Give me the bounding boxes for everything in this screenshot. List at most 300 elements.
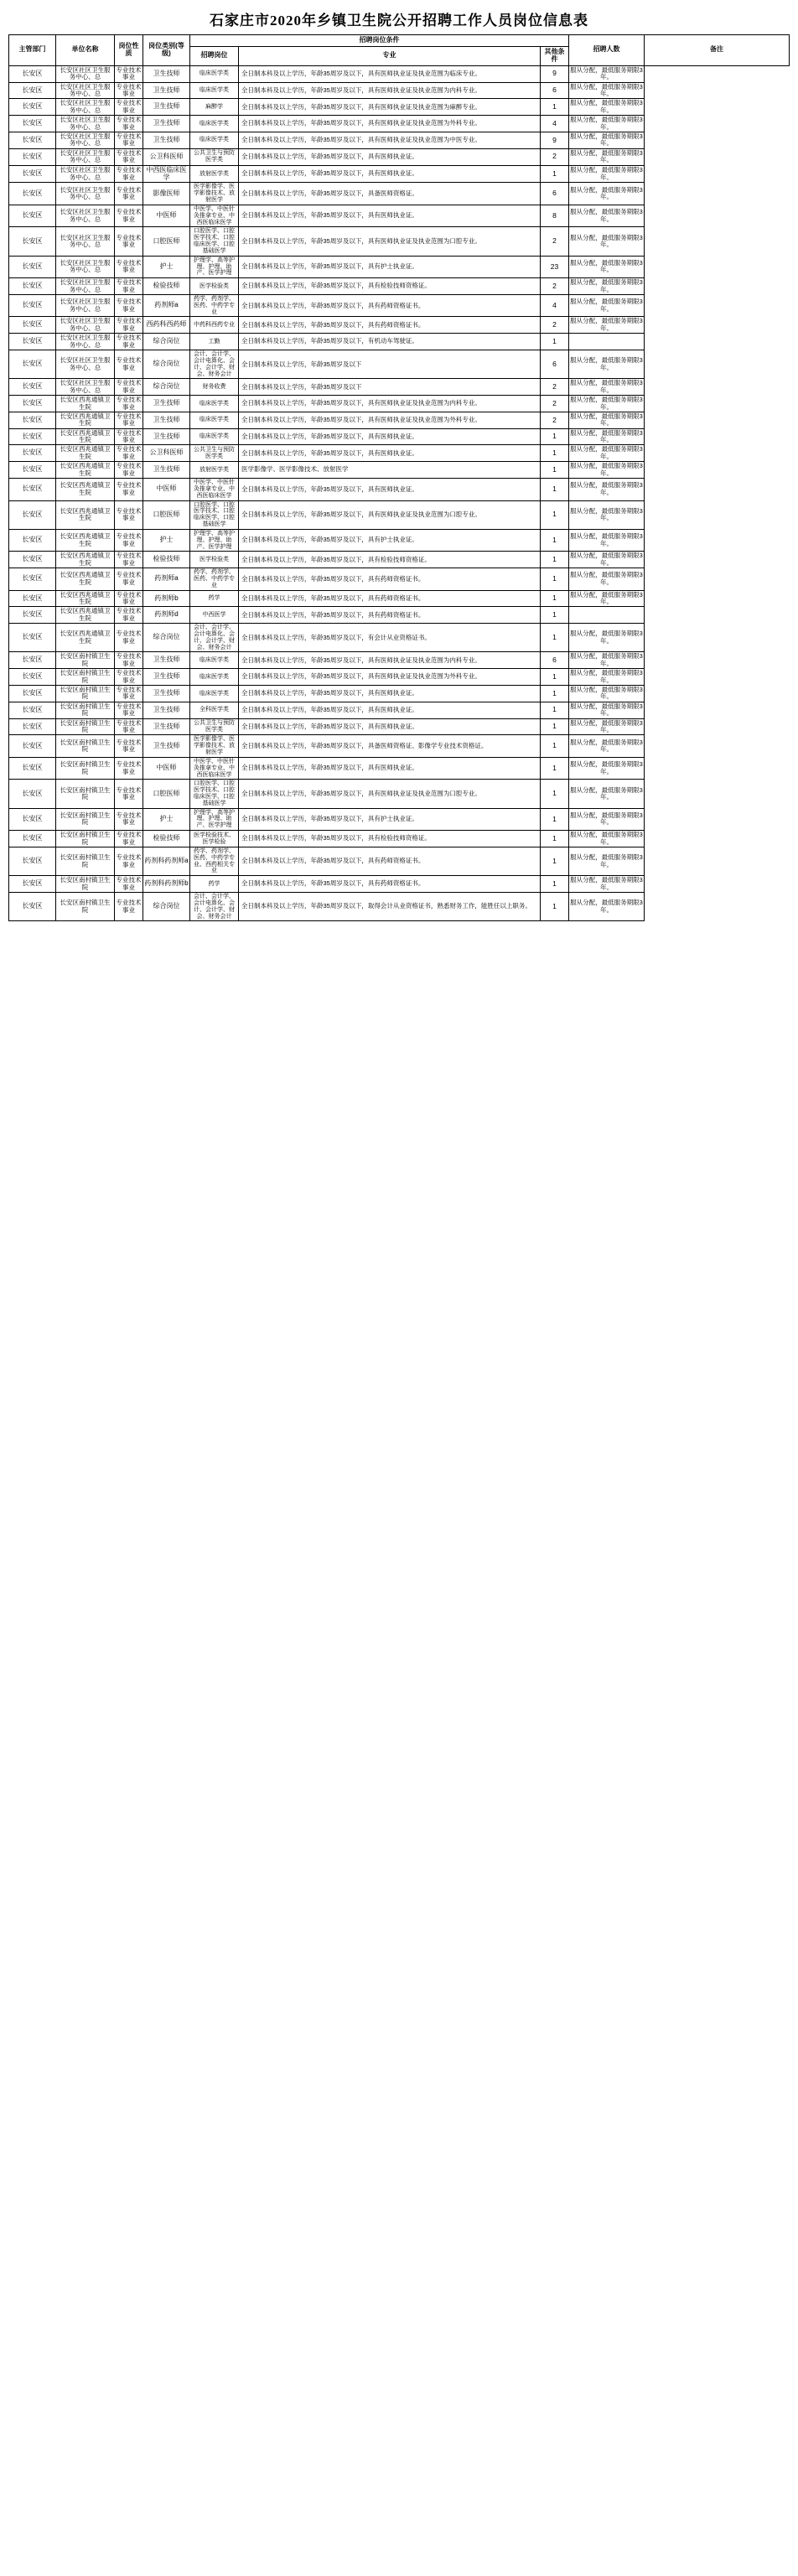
table-row: [9, 669, 790, 686]
cell-type: 专业技术事业: [116, 396, 142, 411]
cell-note: 服从分配，最低服务期限3年。: [569, 165, 645, 183]
cell-type: 专业技术事业: [116, 116, 142, 131]
cell-count: 4: [541, 295, 569, 317]
cell-note: 服从分配，最低服务期限3年。: [570, 99, 643, 114]
cell-count: 1: [541, 669, 569, 686]
cell-unit: 长安区社区卫生服务中心、总: [56, 205, 115, 226]
cell-note: 服从分配，最低服务期限3年。: [569, 847, 645, 875]
cell-note: 服从分配，最低服务期限3年。: [569, 735, 645, 757]
cell-major: 药学、药剂学、医药、中药学专业: [190, 568, 239, 590]
cell-post: 中西医临床医学: [143, 165, 190, 183]
cell-type: 专业技术事业: [115, 500, 143, 529]
cell-note: 服从分配，最低服务期限3年。: [569, 780, 645, 808]
cell-type: 专业技术事业: [115, 780, 143, 808]
cell-type: 专业技术事业: [116, 334, 142, 349]
cell-major: 医学检验技术、医学检验: [190, 831, 239, 847]
cell-note: 服从分配，最低服务期限3年。: [569, 256, 645, 277]
cell-note: 服从分配，最低服务期限3年。: [570, 317, 643, 332]
cell-note: [569, 607, 645, 624]
cell-type: 专业技术事业: [115, 165, 143, 183]
cell-major: 口腔医学、口腔医学技术、口腔临床医学、口腔基础医学: [190, 227, 239, 256]
cell-count: 1: [541, 479, 569, 500]
table-row: [9, 428, 790, 445]
table-row: [9, 205, 790, 226]
cell-note: 服从分配，最低服务期限3年。: [570, 65, 643, 81]
cell-dept: 长安区: [9, 379, 56, 396]
table-row: [9, 295, 790, 317]
cell-condition: 全日制本科及以上学历，年龄35周岁及以下，具有医师执业证。: [239, 479, 541, 500]
cell-note: 服从分配，最低服务期限3年。: [569, 205, 645, 226]
cell-note: 服从分配，最低服务期限3年。: [570, 82, 643, 98]
cell-unit: 长安区南村镇卫生院: [56, 808, 115, 830]
cell-note: 服从分配，最低服务期限3年。: [570, 552, 643, 567]
cell-post: 综合岗位: [143, 893, 190, 921]
cell-note: 服从分配，最低服务期限3年。: [569, 757, 645, 779]
cell-unit: 长安区南村镇卫生院: [56, 876, 115, 893]
cell-post: 卫生技师: [143, 702, 190, 718]
cell-major: 会计、会计学、会计电算化、会计、会计学、财会、财务会计: [190, 893, 239, 921]
table-row: [9, 99, 790, 116]
cell-post: 卫生技师: [143, 65, 190, 82]
table-row: [9, 757, 790, 779]
cell-count: 1: [541, 590, 569, 607]
cell-note: [569, 334, 645, 350]
table-row: [9, 116, 790, 132]
cell-major: 财务收费: [190, 379, 239, 396]
cell-count: 2: [541, 227, 569, 256]
cell-type: 专业技术事业: [115, 735, 143, 757]
cell-type: 专业技术事业: [115, 529, 143, 551]
cell-post: 公卫科医师: [143, 445, 190, 462]
cell-type: 专业技术事业: [116, 132, 142, 148]
table-row: [9, 607, 790, 624]
cell-type: 专业技术事业: [115, 295, 143, 317]
cell-note: 服从分配，最低服务期限3年。: [570, 148, 643, 164]
cell-dept: 长安区: [9, 132, 56, 148]
cell-condition: 全日制本科及以上学历，年龄35周岁及以下，具有医师执业证及执业范围为口腔专业。: [239, 227, 541, 256]
cell-count: 2: [541, 396, 569, 412]
cell-unit: 长安区社区卫生服务中心、总: [56, 227, 115, 256]
cell-count: 1: [541, 165, 569, 183]
cell-post: 综合岗位: [143, 379, 190, 396]
cell-dept: 长安区: [9, 652, 56, 669]
table-row: [9, 624, 790, 652]
cell-condition: 全日制本科及以上学历，年龄35周岁及以下，具有检验技师资格证。: [239, 831, 541, 847]
cell-count: 1: [541, 876, 569, 893]
cell-major: 中西医学: [190, 607, 239, 624]
cell-unit: 长安区南村镇卫生院: [56, 702, 115, 718]
cell-dept: 长安区: [9, 350, 56, 379]
cell-post: 西药科西药师: [143, 317, 190, 334]
cell-count: 1: [541, 686, 569, 702]
cell-count: 6: [541, 652, 569, 669]
cell-post: 药剂师b: [143, 590, 190, 607]
cell-condition: 全日制本科及以上学历，年龄35周岁及以下，具有医师执业证。: [239, 757, 541, 779]
cell-dept: 长安区: [9, 82, 56, 99]
table-row: [9, 552, 790, 568]
cell-unit: 长安区西兆通镇卫生院: [56, 607, 115, 624]
cell-dept: 长安区: [9, 99, 56, 116]
cell-type: 专业技术事业: [116, 445, 142, 460]
cell-dept: 长安区: [9, 227, 56, 256]
cell-count: 9: [541, 132, 569, 148]
cell-note: 服从分配，最低服务期限3年。: [570, 652, 643, 667]
cell-condition: 全日制本科及以上学历，年龄35周岁及以下，具有医师执业证。: [239, 428, 541, 445]
cell-unit: 长安区社区卫生服务中心、总: [56, 183, 115, 205]
cell-count: 1: [541, 831, 569, 847]
cell-count: 1: [541, 99, 569, 116]
cell-condition: 全日制本科及以上学历，年龄35周岁及以下，具有医师执业证及执业范围为外科专业。: [239, 669, 541, 686]
cell-dept: 长安区: [9, 479, 56, 500]
cell-type: 专业技术事业: [115, 808, 143, 830]
cell-count: 6: [541, 82, 569, 99]
cell-condition: 全日制本科及以上学历，年龄35周岁及以下，具有医师执业证及执业范围为外科专业。: [239, 412, 541, 428]
cell-condition: 全日制本科及以上学历，年龄35周岁及以下，具有医师执业证及执业范围为口腔专业。: [239, 780, 541, 808]
cell-major: 临床医学类: [190, 82, 239, 99]
column-header-dept: 主管部门: [9, 35, 56, 66]
cell-note: 服从分配，最低服务期限3年。: [569, 529, 645, 551]
cell-unit: 长安区西兆通镇卫生院: [56, 624, 115, 652]
cell-dept: 长安区: [9, 412, 56, 428]
cell-unit: 长安区社区卫生服务中心、总: [56, 99, 115, 116]
cell-post: 护士: [143, 808, 190, 830]
cell-type: 专业技术事业: [116, 718, 142, 733]
cell-note: 服从分配，最低服务期限3年。: [570, 428, 643, 444]
cell-type: 专业技术事业: [116, 876, 142, 891]
table-row: [9, 445, 790, 462]
cell-major: 麻醉学: [190, 99, 239, 116]
cell-type: 专业技术事业: [116, 462, 142, 477]
table-row: [9, 718, 790, 735]
cell-dept: 长安区: [9, 669, 56, 686]
table-row: [9, 183, 790, 205]
cell-major: 中医学、中医针灸推拿专业、中西医临床医学: [190, 205, 239, 226]
cell-type: 专业技术事业: [115, 205, 143, 226]
cell-post: 卫生技师: [143, 412, 190, 428]
cell-count: 1: [541, 702, 569, 718]
cell-major: 临床医学类: [190, 428, 239, 445]
cell-unit: 长安区南村镇卫生院: [56, 669, 115, 686]
cell-unit: 长安区西兆通镇卫生院: [56, 412, 115, 428]
cell-dept: 长安区: [9, 334, 56, 350]
column-header-major: 专业: [239, 46, 541, 65]
cell-unit: 长安区南村镇卫生院: [56, 831, 115, 847]
table-row: [9, 148, 790, 165]
cell-post: 检验技师: [143, 552, 190, 568]
cell-type: 专业技术事业: [116, 317, 142, 332]
table-row: [9, 412, 790, 428]
cell-major: 药学、药剂学、医药、中药学专业: [190, 295, 239, 317]
cell-dept: 长安区: [9, 893, 56, 921]
cell-note: 服从分配，最低服务期限3年。: [570, 396, 643, 411]
cell-condition: 全日制本科及以上学历，年龄35周岁及以下，具有药师资格证书。: [239, 317, 541, 334]
cell-post: 药剂师d: [143, 607, 190, 624]
cell-condition: 全日制本科及以上学历，年龄35周岁及以下，具备医师资格证。: [239, 183, 541, 205]
cell-unit: 长安区南村镇卫生院: [56, 652, 115, 669]
cell-count: 1: [541, 462, 569, 479]
cell-major: 护理学、高等护理、护理、助产、医学护理: [190, 808, 239, 830]
table-row: [9, 227, 790, 256]
cell-major: 临床医学类: [190, 132, 239, 148]
table-row: [9, 132, 790, 148]
cell-unit: 长安区社区卫生服务中心、总: [56, 334, 115, 350]
cell-condition: 全日制本科及以上学历，年龄35周岁及以下，具有医师执业证。: [239, 686, 541, 702]
cell-post: 卫生技师: [143, 686, 190, 702]
cell-dept: 长安区: [9, 205, 56, 226]
cell-dept: 长安区: [9, 317, 56, 334]
column-header-post: 招聘岗位: [190, 46, 239, 65]
cell-condition: 全日制本科及以上学历，年龄35周岁及以下，具有医师执业证及执业范围为内科专业。: [239, 396, 541, 412]
cell-post: 药剂科药剂师a: [143, 847, 190, 875]
cell-count: 6: [541, 183, 569, 205]
cell-note: 服从分配，最低服务期限3年。: [569, 350, 645, 379]
table-row: [9, 686, 790, 702]
cell-unit: 长安区社区卫生服务中心、总: [56, 278, 115, 295]
cell-post: 药剂师a: [143, 295, 190, 317]
cell-dept: 长安区: [9, 445, 56, 462]
cell-unit: 长安区社区卫生服务中心、总: [56, 132, 115, 148]
cell-major: 全科医学类: [190, 702, 239, 718]
cell-major: 公共卫生与预防医学类: [190, 148, 239, 165]
cell-post: 药剂师a: [143, 568, 190, 590]
column-header-count: 招聘人数: [569, 35, 645, 66]
cell-note: 服从分配，最低服务期限3年。: [570, 831, 643, 846]
cell-note: 服从分配，最低服务期限3年。: [570, 445, 643, 460]
cell-note: 服从分配，最低服务期限3年。: [569, 500, 645, 529]
table-row: [9, 256, 790, 277]
cell-post: 卫生技师: [143, 669, 190, 686]
cell-type: 专业技术事业: [116, 686, 142, 701]
cell-post: 口腔医师: [143, 500, 190, 529]
cell-note: 服从分配，最低服务期限3年。: [570, 462, 643, 477]
table-row: [9, 82, 790, 99]
table-row: [9, 462, 790, 479]
cell-condition: 医学影像学、医学影像技术、放射医学: [239, 462, 541, 479]
cell-condition: 全日制本科及以上学历，年龄35周岁及以下，具有医师执业证。: [239, 165, 541, 183]
table-row: [9, 334, 790, 350]
cell-major: 临床医学类: [190, 396, 239, 412]
cell-note: 服从分配，最低服务期限3年。: [570, 718, 643, 733]
table-body: [9, 65, 790, 920]
cell-major: 公共卫生与预防医学类: [190, 718, 239, 735]
cell-condition: 全日制本科及以上学历，年龄35周岁及以下，具有医师执业证及执业范围为外科专业。: [239, 116, 541, 132]
cell-count: 1: [541, 568, 569, 590]
cell-note: 服从分配，最低服务期限3年。: [570, 686, 643, 701]
cell-post: 检验技师: [143, 278, 190, 295]
cell-unit: 长安区西兆通镇卫生院: [56, 462, 115, 479]
cell-dept: 长安区: [9, 702, 56, 718]
cell-condition: 全日制本科及以上学历，年龄35周岁及以下，具有医师执业证及执业范围为口腔专业。: [239, 500, 541, 529]
table-row: [9, 780, 790, 808]
cell-type: 专业技术事业: [115, 893, 143, 921]
table-row: [9, 350, 790, 379]
cell-major: 中医学、中医针灸推拿专业、中西医临床医学: [190, 757, 239, 779]
cell-post: 护士: [143, 256, 190, 277]
cell-post: 卫生技师: [143, 735, 190, 757]
cell-major: 会计、会计学、会计电算化、会计、会计学、财会、财务会计: [190, 350, 239, 379]
cell-note: 服从分配，最低服务期限3年。: [569, 183, 645, 205]
cell-count: 1: [541, 847, 569, 875]
cell-condition: 全日制本科及以上学历，年龄35周岁及以下，具有检验技师资格证。: [239, 552, 541, 568]
table-row: [9, 165, 790, 183]
cell-dept: 长安区: [9, 116, 56, 132]
cell-type: 专业技术事业: [115, 227, 143, 256]
document-sheet: [0, 0, 798, 930]
cell-post: 卫生技师: [143, 99, 190, 116]
cell-type: 专业技术事业: [115, 479, 143, 500]
cell-condition: 全日制本科及以上学历，年龄35周岁及以下: [239, 350, 541, 379]
cell-major: 临床医学类: [190, 65, 239, 82]
cell-major: 医学影像学、医学影像技术、放射医学: [190, 735, 239, 757]
table-row: [9, 808, 790, 830]
cell-condition: 全日制本科及以上学历，年龄35周岁及以下: [239, 379, 541, 396]
cell-count: 1: [541, 808, 569, 830]
cell-major: 医学影像学、医学影像技术、放射医学: [190, 183, 239, 205]
cell-post: 卫生技师: [143, 462, 190, 479]
cell-dept: 长安区: [9, 876, 56, 893]
cell-dept: 长安区: [9, 428, 56, 445]
cell-note: 服从分配，最低服务期限3年。: [570, 590, 643, 605]
cell-unit: 长安区社区卫生服务中心、总: [56, 148, 115, 165]
cell-count: 8: [541, 205, 569, 226]
cell-unit: 长安区南村镇卫生院: [56, 893, 115, 921]
cell-post: 口腔医师: [143, 227, 190, 256]
table-row: [9, 831, 790, 847]
cell-unit: 长安区南村镇卫生院: [56, 686, 115, 702]
cell-note: 服从分配，最低服务期限3年。: [569, 808, 645, 830]
cell-post: 综合岗位: [143, 334, 190, 350]
cell-post: 中医师: [143, 757, 190, 779]
cell-count: 1: [541, 500, 569, 529]
cell-type: 专业技术事业: [116, 379, 142, 394]
table-row: [9, 379, 790, 396]
table-row: [9, 529, 790, 551]
cell-major: 口腔医学、口腔医学技术、口腔临床医学、口腔基础医学: [190, 780, 239, 808]
cell-unit: 长安区西兆通镇卫生院: [56, 568, 115, 590]
cell-type: 专业技术事业: [116, 669, 142, 684]
cell-major: 放射医学类: [190, 462, 239, 479]
column-header-other: 其他条件: [541, 46, 569, 65]
cell-condition: 全日制本科及以上学历，年龄35周岁及以下，具有医师执业证及执业范围为麻醉专业。: [239, 99, 541, 116]
cell-condition: 全日制本科及以上学历，年龄35周岁及以下，具有药师资格证书。: [239, 607, 541, 624]
cell-dept: 长安区: [9, 757, 56, 779]
cell-condition: 全日制本科及以上学历，年龄35周岁及以下，具有药师资格证书。: [239, 295, 541, 317]
cell-note: 服从分配，最低服务期限3年。: [569, 624, 645, 652]
cell-count: 1: [541, 624, 569, 652]
cell-note: 服从分配，最低服务期限3年。: [569, 295, 645, 317]
column-header-group: 招聘岗位条件: [190, 35, 569, 47]
cell-dept: 长安区: [9, 256, 56, 277]
cell-type: 专业技术事业: [116, 702, 142, 718]
cell-dept: 长安区: [9, 590, 56, 607]
cell-major: 医学检验类: [190, 278, 239, 295]
cell-post: 卫生技师: [143, 116, 190, 132]
cell-dept: 长安区: [9, 780, 56, 808]
cell-note: 服从分配，最低服务期限3年。: [570, 876, 643, 891]
cell-count: 6: [541, 350, 569, 379]
cell-dept: 长安区: [9, 295, 56, 317]
cell-unit: 长安区社区卫生服务中心、总: [56, 65, 115, 82]
cell-unit: 长安区社区卫生服务中心、总: [56, 379, 115, 396]
cell-dept: 长安区: [9, 552, 56, 568]
cell-unit: 长安区西兆通镇卫生院: [56, 445, 115, 462]
cell-post: 卫生技师: [143, 652, 190, 669]
cell-unit: 长安区西兆通镇卫生院: [56, 428, 115, 445]
cell-note: 服从分配，最低服务期限3年。: [569, 893, 645, 921]
cell-count: 1: [541, 552, 569, 568]
cell-post: 中医师: [143, 479, 190, 500]
cell-unit: 长安区社区卫生服务中心、总: [56, 116, 115, 132]
table-row: [9, 847, 790, 875]
cell-type: 专业技术事业: [115, 256, 143, 277]
cell-note: 服从分配，最低服务期限3年。: [570, 412, 643, 428]
cell-count: 2: [541, 278, 569, 295]
cell-condition: 全日制本科及以上学历，年龄35周岁及以下，具有医师执业证。: [239, 205, 541, 226]
cell-count: 2: [541, 379, 569, 396]
cell-note: 服从分配，最低服务期限3年。: [570, 116, 643, 131]
cell-major: 临床医学类: [190, 686, 239, 702]
cell-post: 卫生技师: [143, 718, 190, 735]
cell-unit: 长安区南村镇卫生院: [56, 757, 115, 779]
cell-count: 1: [541, 757, 569, 779]
cell-post: 卫生技师: [143, 396, 190, 412]
cell-major: 药学、药剂学、医药、中药学专业、西药相关专业: [190, 847, 239, 875]
cell-count: 4: [541, 116, 569, 132]
cell-count: 1: [541, 445, 569, 462]
cell-note: 服从分配，最低服务期限3年。: [569, 227, 645, 256]
cell-note: 服从分配，最低服务期限3年。: [569, 568, 645, 590]
cell-type: 专业技术事业: [116, 148, 142, 164]
cell-count: 9: [541, 65, 569, 82]
cell-major: 中药科西药专业: [190, 317, 239, 334]
cell-count: 2: [541, 317, 569, 334]
cell-condition: 全日制本科及以上学历，年龄35周岁及以下，具有医师执业证。: [239, 718, 541, 735]
cell-condition: 全日制本科及以上学历，年龄35周岁及以下，有机动车驾驶证。: [239, 334, 541, 350]
cell-unit: 长安区西兆通镇卫生院: [56, 590, 115, 607]
cell-post: 口腔医师: [143, 780, 190, 808]
cell-condition: 全日制本科及以上学历，年龄35周岁及以下，具有药师资格证书。: [239, 876, 541, 893]
cell-unit: 长安区西兆通镇卫生院: [56, 479, 115, 500]
cell-post: 护士: [143, 529, 190, 551]
cell-count: 1: [541, 735, 569, 757]
cell-type: 专业技术事业: [116, 607, 142, 622]
cell-post: 综合岗位: [143, 350, 190, 379]
cell-post: 中医师: [143, 205, 190, 226]
cell-unit: 长安区西兆通镇卫生院: [56, 500, 115, 529]
cell-type: 专业技术事业: [115, 568, 143, 590]
column-header-unit: 单位名称: [56, 35, 115, 66]
table-row: [9, 317, 790, 334]
cell-count: 1: [541, 893, 569, 921]
cell-dept: 长安区: [9, 831, 56, 847]
cell-note: 服从分配，最低服务期限3年。: [569, 479, 645, 500]
cell-major: 医学检验类: [190, 552, 239, 568]
cell-post: 卫生技师: [143, 82, 190, 99]
table-row: [9, 590, 790, 607]
cell-dept: 长安区: [9, 847, 56, 875]
cell-count: 1: [541, 607, 569, 624]
cell-type: 专业技术事业: [116, 428, 142, 444]
cell-dept: 长安区: [9, 718, 56, 735]
cell-dept: 长安区: [9, 396, 56, 412]
cell-condition: 全日制本科及以上学历，年龄35周岁及以下，具有医师执业证。: [239, 445, 541, 462]
cell-condition: 全日制本科及以上学历，年龄35周岁及以下，具有医师执业证及执业范围为中医专业。: [239, 132, 541, 148]
cell-dept: 长安区: [9, 165, 56, 183]
cell-unit: 长安区社区卫生服务中心、总: [56, 165, 115, 183]
cell-unit: 长安区社区卫生服务中心、总: [56, 317, 115, 334]
cell-type: 专业技术事业: [115, 757, 143, 779]
cell-note: 服从分配，最低服务期限3年。: [570, 278, 643, 293]
